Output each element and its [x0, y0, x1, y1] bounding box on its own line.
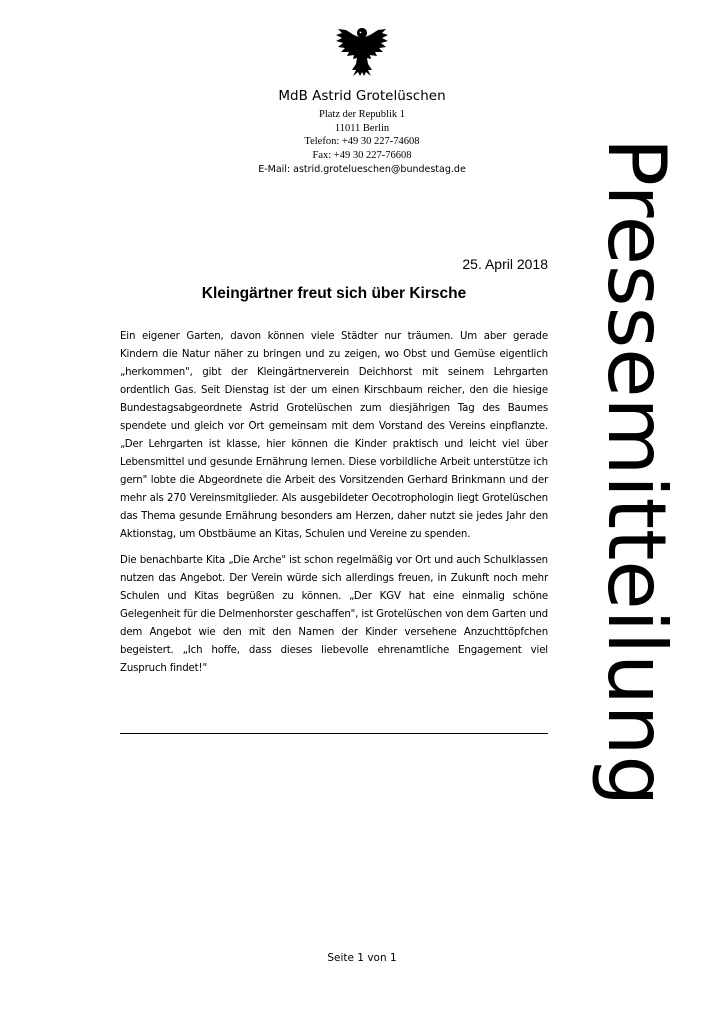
- page-number: Seite 1 von 1: [327, 952, 397, 964]
- sender-name: MdB Astrid Grotelüschen: [278, 88, 446, 104]
- side-title-pressemitteilung: Pressemitteilung: [590, 137, 683, 807]
- fax-number: Fax: +49 30 227-76608: [312, 149, 412, 161]
- headline: Kleingärtner freut sich über Kirsche: [201, 285, 467, 302]
- divider-line: [120, 733, 548, 734]
- address-street: Platz der Republik 1: [318, 109, 406, 120]
- paragraph-1: Ein eigener Garten, davon können viele Städter nur träumen. Um aber gerade Kindern die Natur näher zu bringen und zu zeigen, wo Obst und Gemüse eigentlich „herkommen", gibt der Kleingärtnerverein Deichhorst mit seinem Lehrgarten ordentlich Gas. Seit Dienstag ist der um einen Kirschbaum reicher, den die hiesige Bundestagsabgeordnete Astrid Grotelüschen zum diesjährigen Tag des Baumes spendete und gleich vor Ort gemeinsam mit dem Vorstand des Vereins einpflanzte. „Der Lehrgarten ist klasse, hier können die Kinder praktisch und leicht viel über Lebensmittel und gesunde Ernährung lernen. Diese vorbildliche Arbeit unterstütze ich gern" lobte die Abgeordnete die Arbeit des Vorsitzenden Gerhard Brinkmann und der mehr als 270 Vereinsmitglieder. Als ausgebildeter Oecotrophologin liegt Grotelüschen das Thema gesunde Ernährung besonders am Herzen, daher nutzt sie jedes Jahr den Aktionstag, um Obstbäume an Kitas, Schulen und Vereine zu spenden.: [120, 331, 548, 540]
- federal-eagle-icon: [334, 26, 390, 78]
- release-date: 25. April 2018: [462, 256, 548, 272]
- letterhead: [200, 88, 524, 177]
- paragraph-2: Die benachbarte Kita „Die Arche" ist schon regelmäßig vor Ort und auch Schulklassen nutzen das Angebot. Der Verein würde sich allerdings freuen, in Zukunft noch mehr Schulen und Kitas begrüßen zu können. „Der KGV hat eine einmalig schöne Gelegenheit für die Delmenhorster geschaffen", ist Grotelüschen von dem Garten und dem Angebot wie den mit den Namen der Kinder versehene Anzuchttöpfchen begeistert. „Ich hoffe, dass dieses liebevolle ehrenamtliche Engagement viel Zuspruch findet!": [120, 555, 548, 674]
- email-address: E-Mail: astrid.grotelueschen@bundestag.de: [258, 164, 466, 176]
- article-body: [120, 328, 548, 686]
- address-city: 11011 Berlin: [334, 122, 390, 134]
- phone-number: Telefon: +49 30 227-74608: [304, 136, 420, 148]
